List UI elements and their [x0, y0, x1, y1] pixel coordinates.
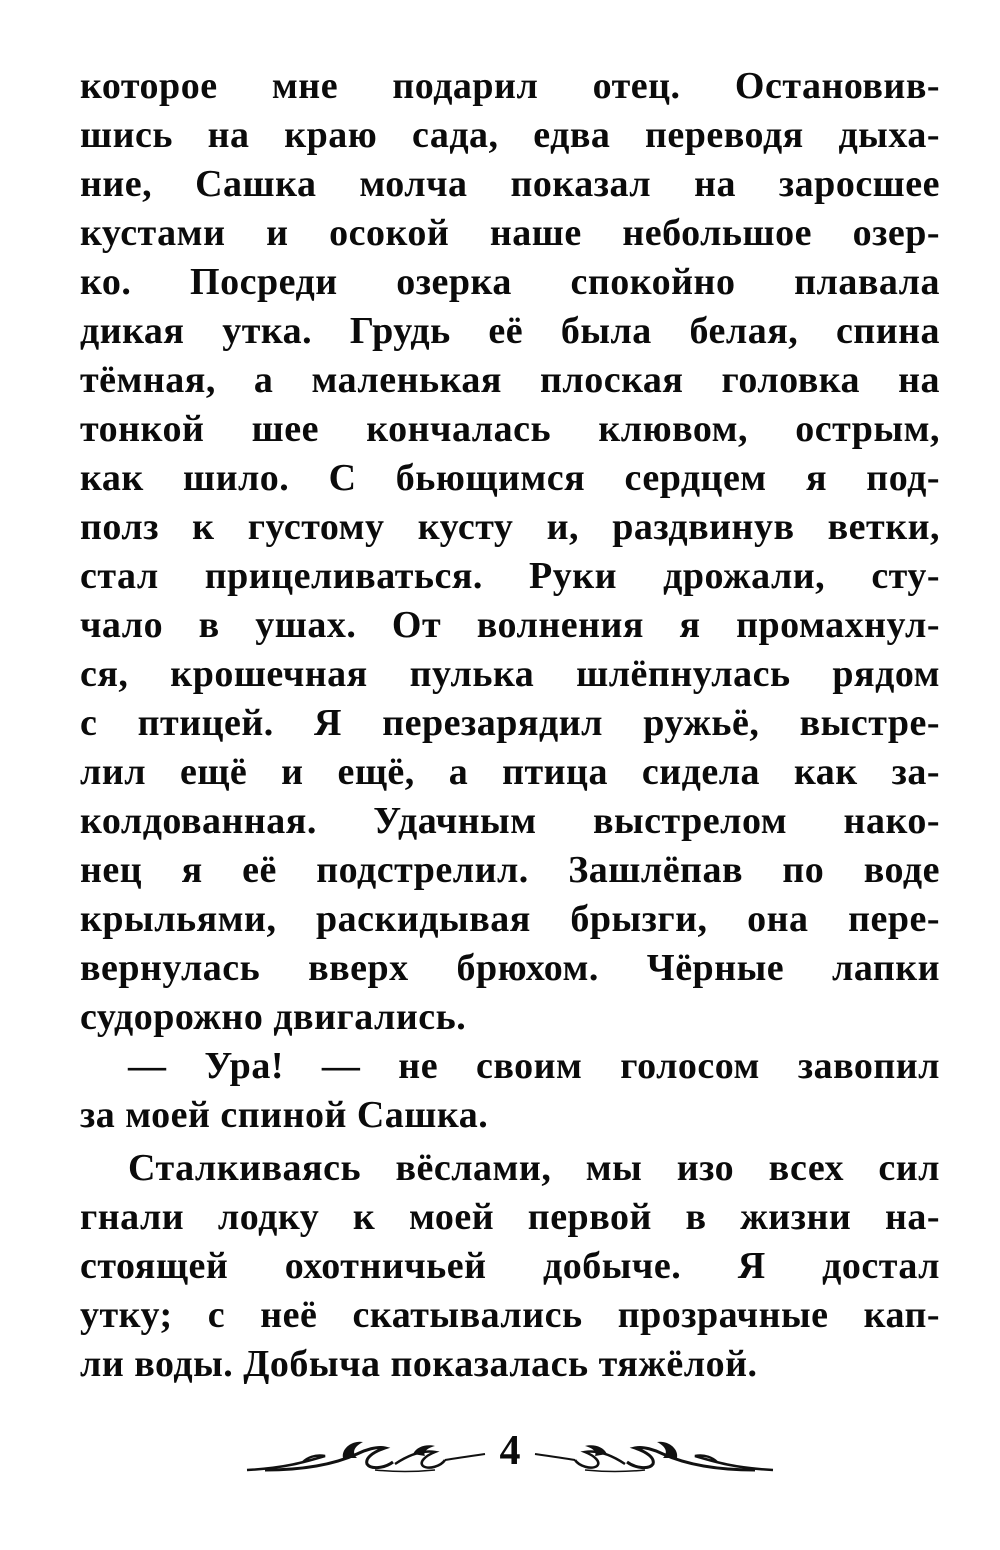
text-line: тёмная, а маленькая плоская головка на — [80, 359, 940, 401]
text-line: — Ура! — не своим голосом завопил — [128, 1045, 940, 1087]
text-line: дикая утка. Грудь её была белая, спина — [80, 310, 940, 352]
text-line: чало в ушах. От волнения я промахнул- — [80, 604, 940, 646]
text-line: полз к густому кусту и, раздвинув ветки, — [80, 506, 940, 548]
text-line: гнали лодку к моей первой в жизни на- — [80, 1196, 940, 1238]
body-text — [80, 62, 940, 1389]
text-line: кустами и осокой наше небольшое озер- — [80, 212, 940, 254]
text-line: вернулась вверх брюхом. Чёрные лапки — [80, 947, 940, 989]
text-line: стоящей охотничьей добыче. Я достал — [80, 1245, 940, 1287]
page-footer — [0, 1418, 1000, 1488]
page-number: 4 — [499, 1428, 521, 1474]
text-line: утку; с неё скатывались прозрачные кап- — [80, 1294, 940, 1336]
text-line: с птицей. Я перезарядил ружьё, выстре- — [80, 702, 940, 744]
text-line: стал прицеливаться. Руки дрожали, сту- — [80, 555, 940, 597]
text-line: колдованная. Удачным выстрелом нако- — [80, 800, 940, 842]
text-line: ли воды. Добыча показалась тяжёлой. — [80, 1343, 758, 1385]
text-line: ко. Посреди озерка спокойно плавала — [80, 261, 940, 303]
text-line: которое мне подарил отец. Остановив- — [80, 65, 940, 107]
text-line: тонкой шее кончалась клювом, острым, — [80, 408, 940, 450]
text-line: за моей спиной Сашка. — [80, 1094, 489, 1136]
text-line: ние, Сашка молча показал на заросшее — [80, 163, 940, 205]
text-line: лил ещё и ещё, а птица сидела как за- — [80, 751, 940, 793]
text-line: Сталкиваясь вёслами, мы изо всех сил — [128, 1147, 940, 1189]
left-flourish-ornament — [245, 1432, 490, 1478]
text-line: шись на краю сада, едва переводя дыха- — [80, 114, 940, 156]
text-line: как шило. С бьющимся сердцем я под- — [80, 457, 940, 499]
text-line: крыльями, раскидывая брызги, она пере- — [80, 898, 940, 940]
right-flourish-ornament — [530, 1432, 775, 1478]
text-line: ся, крошечная пулька шлёпнулась рядом — [80, 653, 940, 695]
text-line: нец я её подстрелил. Зашлёпав по воде — [80, 849, 940, 891]
text-line: судорожно двигались. — [80, 996, 467, 1038]
